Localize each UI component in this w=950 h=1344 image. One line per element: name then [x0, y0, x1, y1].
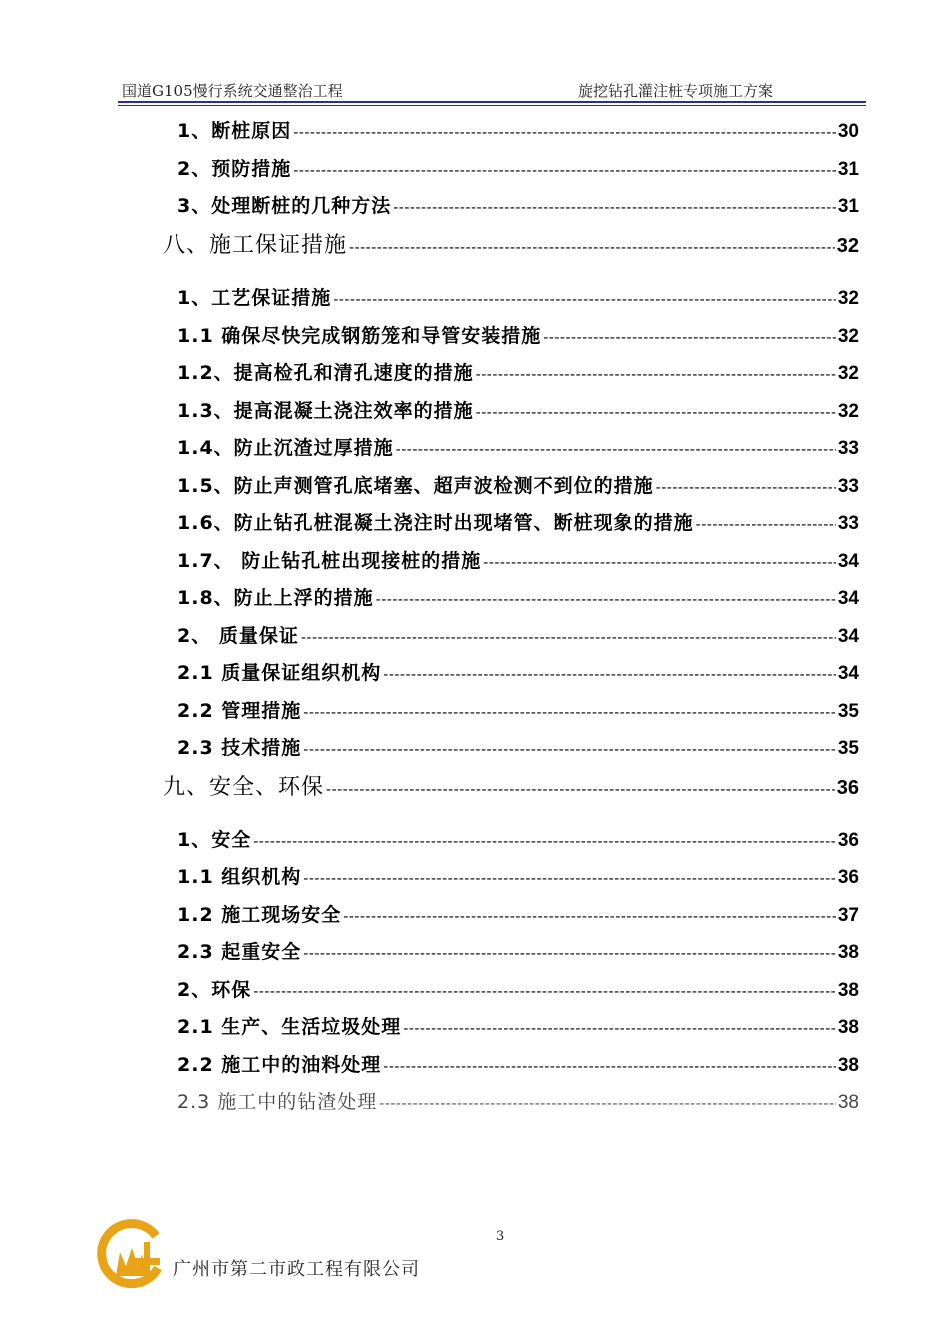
toc-entry-page: 32 — [837, 363, 859, 384]
toc-entry[interactable] — [177, 862, 859, 889]
toc-entry[interactable] — [177, 900, 859, 927]
toc-entry[interactable] — [177, 658, 859, 685]
toc-entry-page: 38 — [837, 1092, 859, 1113]
toc-entry-page: 38 — [837, 980, 859, 1001]
toc-entry-page: 35 — [837, 701, 859, 722]
toc-entry-page: 38 — [837, 1017, 859, 1038]
toc-entry-label: 1.2、提高检孔和清孔速度的措施 — [177, 362, 474, 384]
toc-chapter[interactable] — [163, 770, 859, 801]
header-rule-thick — [118, 101, 866, 103]
toc-entry[interactable] — [177, 433, 859, 460]
toc-chapter-label: 九、安全、环保 — [163, 775, 325, 800]
toc-entry-page: 34 — [837, 588, 859, 609]
toc-entry[interactable] — [177, 321, 859, 348]
toc-entry[interactable] — [177, 154, 859, 181]
toc-entry-page: 31 — [837, 196, 859, 217]
toc-entry-label: 2.1 质量保证组织机构 — [177, 662, 382, 684]
toc-leader — [293, 163, 836, 179]
toc-chapter[interactable] — [163, 228, 859, 259]
toc-leader — [376, 592, 836, 608]
toc-entry[interactable] — [177, 546, 859, 573]
toc-entry[interactable] — [177, 825, 859, 852]
toc-leader — [403, 1021, 836, 1037]
toc-entry[interactable] — [177, 471, 859, 498]
toc-entry-label: 3、处理断桩的几种方法 — [177, 195, 392, 217]
toc-leader — [253, 834, 836, 850]
toc-entry-page: 36 — [837, 867, 859, 888]
toc-entry[interactable] — [177, 937, 859, 964]
toc-leader — [301, 630, 836, 646]
toc-leader — [476, 405, 836, 421]
toc-leader — [696, 517, 836, 533]
toc-entry-label: 2.3 施工中的钻渣处理 — [177, 1091, 378, 1113]
toc-entry[interactable] — [177, 975, 859, 1002]
toc-entry-page: 36 — [837, 830, 859, 851]
toc-entry-label: 1、断桩原因 — [177, 120, 292, 142]
toc-entry-label: 1、安全 — [177, 829, 252, 851]
toc-entry-page: 35 — [837, 738, 859, 759]
toc-leader — [543, 330, 836, 346]
toc-entry-page: 34 — [837, 626, 859, 647]
toc-entry[interactable] — [177, 1012, 859, 1039]
toc-entry-page: 32 — [837, 326, 859, 347]
toc-entry-page: 34 — [837, 551, 859, 572]
toc-entry-page: 33 — [837, 438, 859, 459]
toc-leader — [396, 442, 836, 458]
toc-entry-label: 2.3 起重安全 — [177, 941, 302, 963]
toc-entry-label: 1.3、提高混凝土浇注效率的措施 — [177, 400, 474, 422]
toc-leader — [379, 1096, 836, 1112]
toc-chapter-page: 36 — [836, 777, 859, 799]
toc-entry[interactable] — [177, 733, 859, 760]
toc-entry-label: 1.1 确保尽快完成钢筋笼和导管安装措施 — [177, 325, 542, 347]
toc-entry[interactable] — [177, 358, 859, 385]
toc-entry-page: 33 — [837, 476, 859, 497]
toc-leader — [476, 367, 836, 383]
toc-entry[interactable] — [177, 116, 859, 143]
toc-entry-page: 38 — [837, 942, 859, 963]
toc-leader — [393, 200, 836, 216]
page-number: 3 — [496, 1229, 505, 1244]
toc-entry-label: 2.2 施工中的油料处理 — [177, 1054, 382, 1076]
toc-entry-label: 2.3 技术措施 — [177, 737, 302, 759]
toc-entry-page: 34 — [837, 663, 859, 684]
toc-leader — [333, 292, 836, 308]
toc-leader — [656, 480, 836, 496]
toc-entry[interactable] — [177, 583, 859, 610]
toc-entry-label: 1.8、防止上浮的措施 — [177, 587, 374, 609]
toc-entry[interactable] — [177, 696, 859, 723]
toc-entry-page: 30 — [837, 121, 859, 142]
header-rule-thin — [118, 105, 866, 106]
toc-leader — [303, 946, 836, 962]
toc-entry-label: 2、 质量保证 — [177, 625, 299, 647]
toc-leader — [303, 742, 836, 758]
company-logo-icon — [94, 1218, 168, 1294]
toc-entry-label: 2、环保 — [177, 979, 252, 1001]
toc-entry-page: 31 — [837, 159, 859, 180]
toc-entry[interactable] — [177, 1050, 859, 1077]
toc-chapter-label: 八、施工保证措施 — [163, 233, 348, 258]
toc-entry-page: 32 — [837, 288, 859, 309]
toc-entry[interactable] — [177, 508, 859, 535]
toc-entry-page: 38 — [837, 1055, 859, 1076]
toc-leader — [349, 240, 835, 256]
toc-entry-page: 37 — [837, 905, 859, 926]
toc-leader — [293, 125, 836, 141]
toc-entry[interactable] — [177, 1087, 859, 1114]
toc-entry-label: 1.4、防止沉渣过厚措施 — [177, 437, 394, 459]
toc-entry[interactable] — [177, 191, 859, 218]
toc-entry-label: 2.2 管理措施 — [177, 700, 302, 722]
toc-leader — [303, 705, 836, 721]
header-project-title: 国道G105慢行系统交通整治工程 — [122, 82, 343, 100]
toc-entry[interactable] — [177, 283, 859, 310]
toc-entry-label: 1.2 施工现场安全 — [177, 904, 342, 926]
toc-entry[interactable] — [177, 396, 859, 423]
toc-entry-label: 1.7、 防止钻孔桩出现接桩的措施 — [177, 550, 482, 572]
toc-entry-label: 2.1 生产、生活垃圾处理 — [177, 1016, 402, 1038]
toc-entry-label: 2、预防措施 — [177, 158, 292, 180]
toc-leader — [253, 984, 836, 1000]
toc-leader — [383, 1059, 836, 1075]
company-name: 广州市第二市政工程有限公司 — [173, 1259, 420, 1280]
toc-entry-label: 1.5、防止声测管孔底堵塞、超声波检测不到位的措施 — [177, 475, 654, 497]
toc-leader — [483, 555, 836, 571]
toc-entry-page: 33 — [837, 513, 859, 534]
header-document-title: 旋挖钻孔灌注桩专项施工方案 — [578, 82, 774, 100]
toc-chapter-page: 32 — [836, 235, 859, 257]
toc-leader — [326, 782, 835, 798]
toc-leader — [383, 667, 836, 683]
toc-entry-label: 1.6、防止钻孔桩混凝土浇注时出现堵管、断桩现象的措施 — [177, 512, 694, 534]
toc-leader — [343, 909, 836, 925]
toc-entry-label: 1、工艺保证措施 — [177, 287, 332, 309]
toc-leader — [303, 871, 836, 887]
toc-entry-page: 32 — [837, 401, 859, 422]
toc-entry-label: 1.1 组织机构 — [177, 866, 302, 888]
toc-entry[interactable] — [177, 621, 859, 648]
